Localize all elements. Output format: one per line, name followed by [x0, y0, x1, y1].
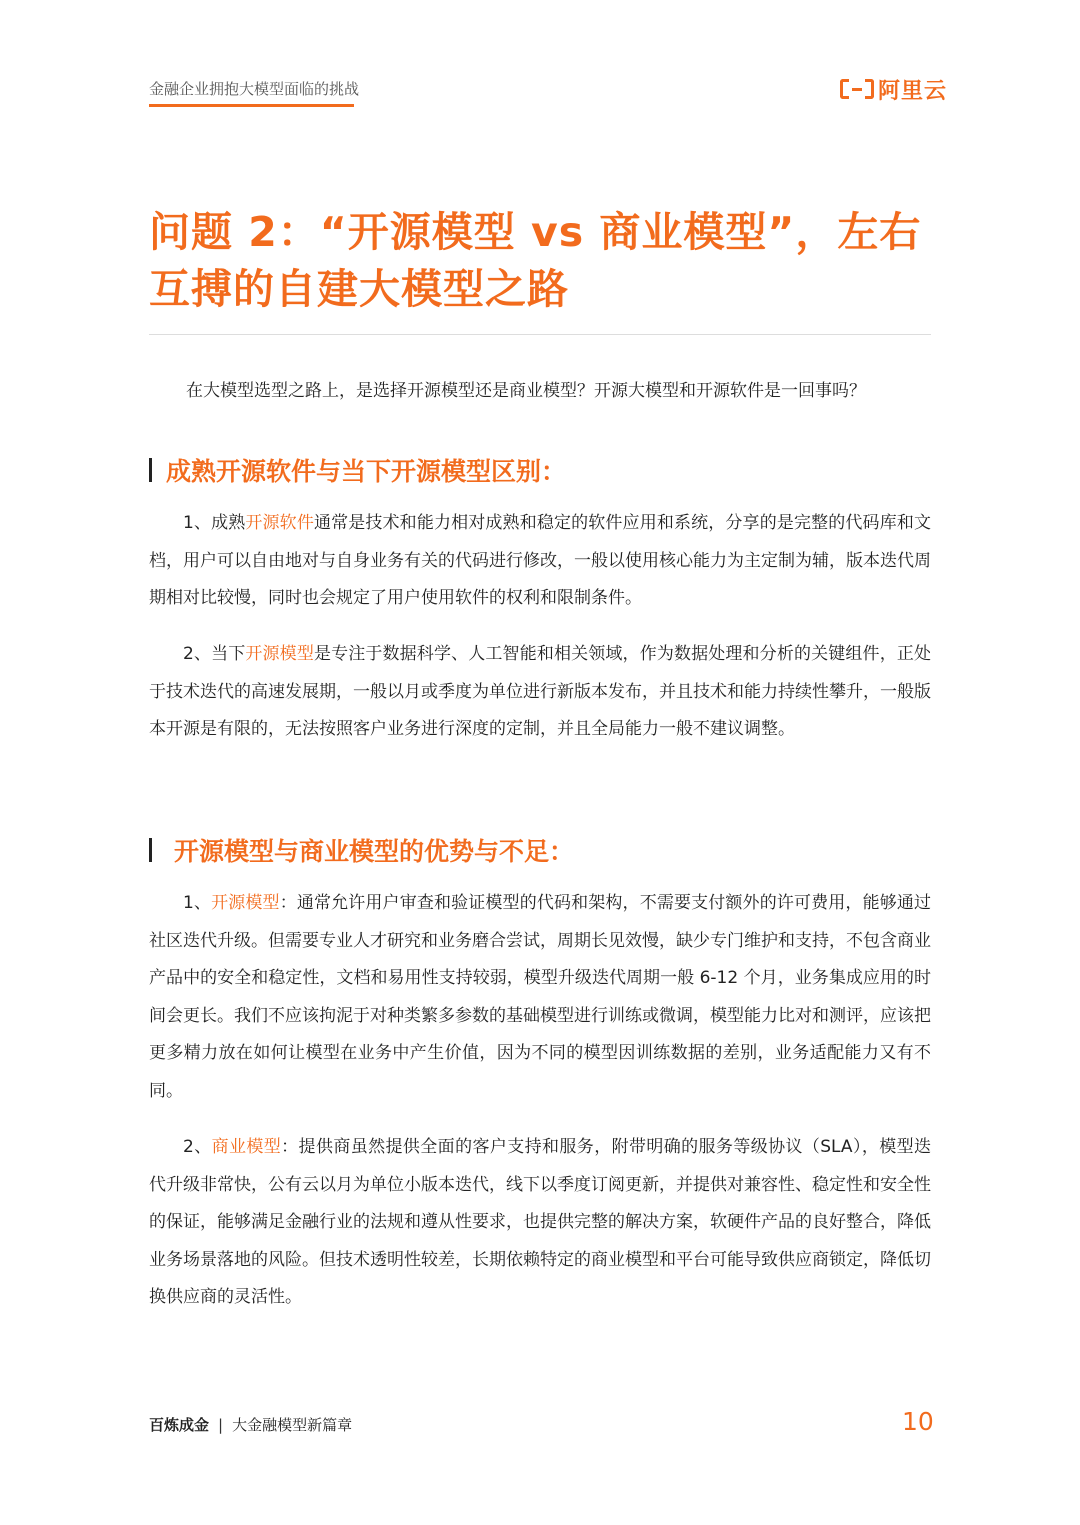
footer-subtitle: 大金融模型新篇章	[232, 1416, 353, 1434]
title-divider	[149, 334, 931, 335]
section-2-paragraph-1: 1、开源模型：通常允许用户审查和验证模型的代码和架构，不需要支付额外的许可费用，能够通过社区迭代升级。但需要专业人才研究和业务磨合尝试，周期长见效慢，缺少专门维护和支持，不包含商业产品中的安全和稳定性，文档和易用性支持较弱，模型升级迭代周期一般 6-12 个月，业务集成应用的时间会更长。我们不应该拘泥于对种类繁多参数的基础模型进行训练或微调，模型能力比对和测评，应该把更多精力放在如何让模型在业务中产生价值，因为不同的模型因训练数据的差别，业务适配能力又有不同。	[149, 893, 931, 1101]
aliyun-logo	[840, 75, 947, 103]
section-2-paragraph-2: 2、商业模型：提供商虽然提供全面的客户支持和服务，附带明确的服务等级协议（SLA），模型迭代升级非常快，公有云以月为单位小版本迭代，线下以季度订阅更新，并提供对兼容性、稳定性和安全性的保证，能够满足金融行业的法规和遵从性要求，也提供完整的解决方案，软硬件产品的良好整合，降低业务场景落地的风险。但技术透明性较差，长期依赖特定的商业模型和平台可能导致供应商锁定，降低切换供应商的灵活性。	[149, 1137, 932, 1307]
section-1-paragraph-2: 2、当下开源模型是专注于数据科学、人工智能和相关领域，作为数据处理和分析的关键组件，正处于技术迭代的高速发展期，一般以月或季度为单位进行新版本发布，并且技术和能力持续性攀升，一般版本开源是有限的，无法按照客户业务进行深度的定制，并且全局能力一般不建议调整。	[149, 644, 931, 739]
section-2-heading-text: 开源模型与商业模型的优势与不足：	[174, 837, 575, 866]
section-1-paragraph-1: 1、成熟开源软件通常是技术和能力相对成熟和稳定的软件应用和系统，分享的是完整的代码库和文档，用户可以自由地对与自身业务有关的代码进行修改，一般以使用核心能力为主定制为辅，版本迭代周期相对比较慢，同时也会规定了用户使用软件的权利和限制条件。	[149, 513, 931, 608]
logo-text: 阿里云	[878, 78, 948, 104]
highlight-term: 商业模型	[211, 1137, 282, 1157]
page-title	[149, 204, 939, 318]
page-title-line-2: 互搏的自建大模型之路	[149, 265, 569, 313]
highlight-term: 开源软件	[245, 513, 314, 533]
aliyun-logo-icon	[840, 79, 874, 99]
section-1-heading-text: 成熟开源软件与当下开源模型区别：	[166, 457, 567, 486]
page-title-line-1: 问题 2：“开源模型 vs 商业模型”，左右	[149, 208, 922, 256]
highlight-term: 开源模型	[245, 644, 314, 664]
footer-brand	[149, 1414, 352, 1435]
header-underline	[149, 104, 354, 107]
section-2-heading	[149, 832, 574, 868]
section-1-heading	[149, 452, 566, 488]
footer-brand-name: 百炼成金	[149, 1416, 210, 1434]
page-number: 10	[902, 1407, 934, 1436]
header-title: 金融企业拥抱大模型面临的挑战	[149, 80, 360, 98]
footer-separator: |	[218, 1416, 224, 1434]
section-marker	[149, 458, 152, 482]
highlight-term: 开源模型	[211, 893, 280, 913]
intro-paragraph: 在大模型选型之路上，是选择开源模型还是商业模型？开源大模型和开源软件是一回事吗？	[186, 381, 866, 401]
section-marker	[149, 838, 152, 862]
